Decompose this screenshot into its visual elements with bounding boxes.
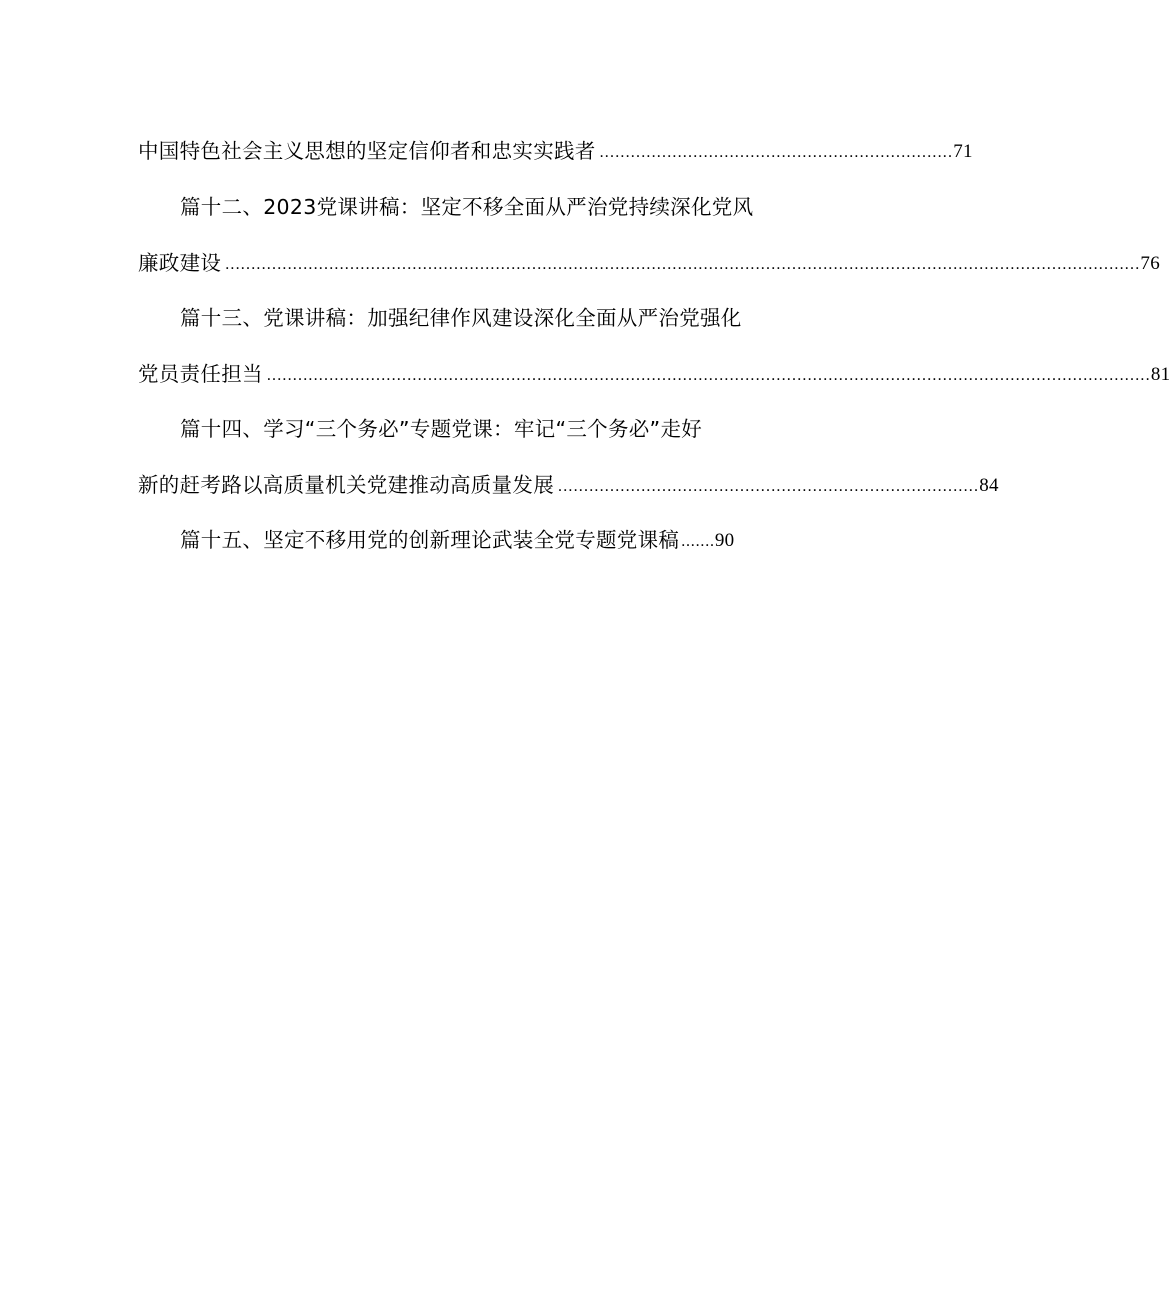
toc-entry-text: 新的赶考路以高质量机关党建推动高质量发展 <box>138 473 554 497</box>
toc-entry-continuation-14[interactable] <box>138 471 999 499</box>
toc-leader-dots: ................................................................................. <box>558 478 980 495</box>
toc-page-number: 81 <box>1150 364 1170 385</box>
toc-entry-text: 篇十二、2023党课讲稿：坚定不移全面从严治党持续深化党风 <box>180 195 754 219</box>
toc-page-number: 90 <box>714 530 735 551</box>
toc-entry-text: 中国特色社会主义思想的坚定信仰者和忠实实践者 <box>138 139 596 163</box>
toc-entry-text: 党员责任担当 <box>138 362 263 386</box>
toc-leader-dots: .................................................................... <box>599 144 954 161</box>
toc-entry-continuation-12[interactable] <box>138 249 1161 277</box>
toc-leader-dots: ................................................................................................................................................................................ <box>225 256 1141 273</box>
toc-page-number: 71 <box>953 141 973 162</box>
toc-page-number: 76 <box>1140 253 1161 274</box>
toc-entry-text: 篇十四、学习“三个务必”专题党课：牢记“三个务必”走好 <box>180 417 703 441</box>
toc-entry-15[interactable] <box>180 526 768 554</box>
toc-entry-text: 篇十五、坚定不移用党的创新理论武装全党专题党课稿 <box>180 528 680 552</box>
toc-entry-text: 廉政建设 <box>138 251 222 275</box>
toc-entry-12[interactable] <box>180 193 768 221</box>
toc-page-number: 84 <box>979 475 999 496</box>
toc-leader-dots: ....... <box>681 533 715 550</box>
toc-entry-text: 篇十三、党课讲稿：加强纪律作风建设深化全面从严治党强化 <box>180 306 742 330</box>
toc-entry-continuation-11[interactable] <box>138 137 973 165</box>
toc-entry-14[interactable] <box>180 415 768 443</box>
toc-entry-continuation-13[interactable] <box>138 360 1170 388</box>
toc-leader-dots: .......................................................................................................................................................................... <box>266 367 1151 384</box>
toc-entry-13[interactable] <box>180 304 768 332</box>
